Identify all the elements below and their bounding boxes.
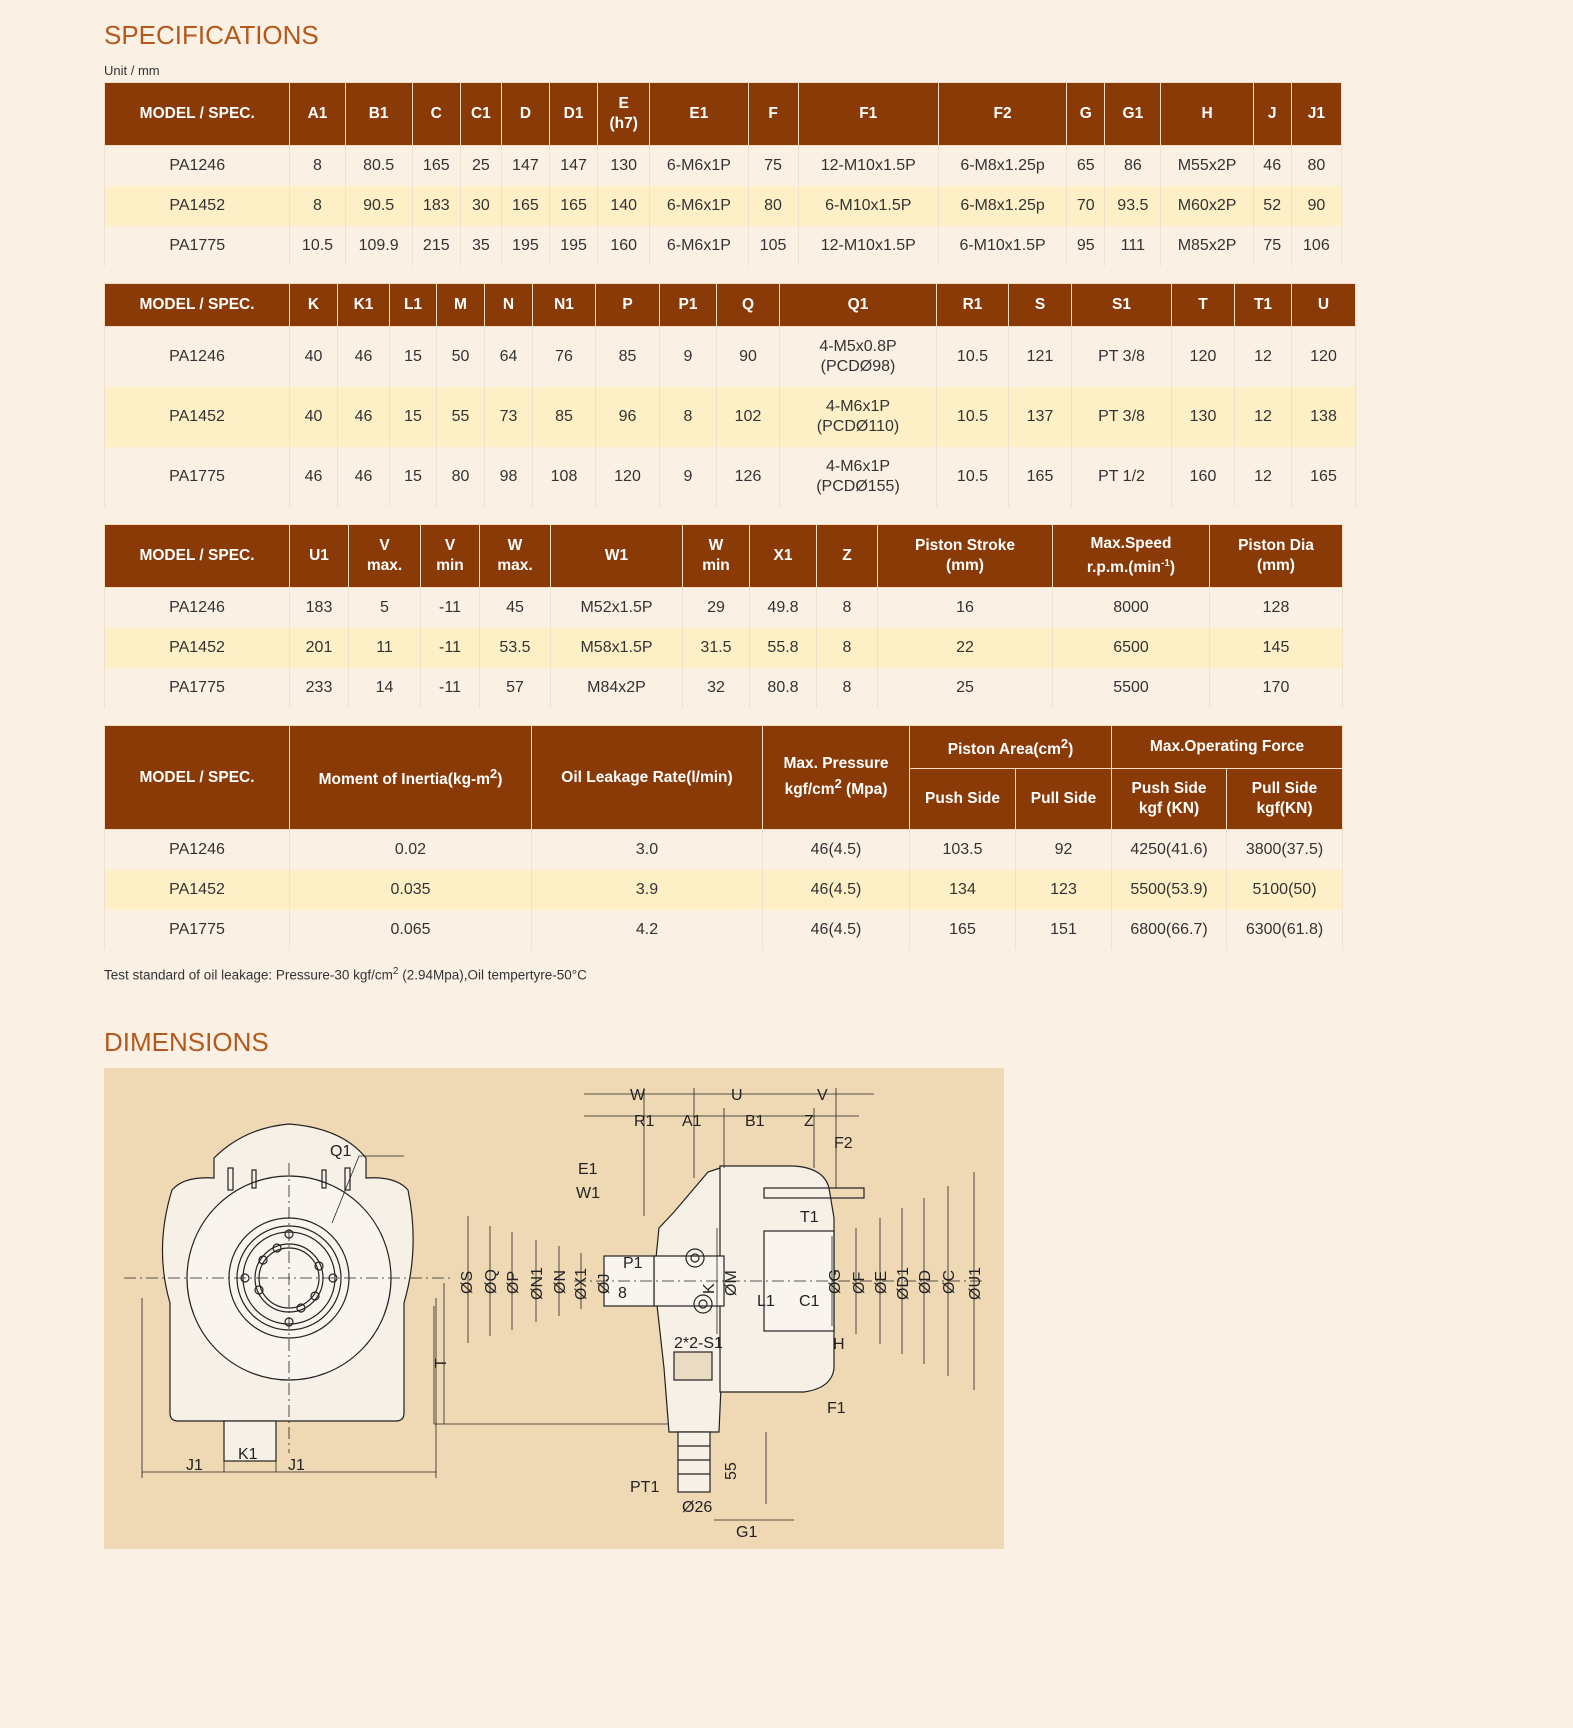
table3-header-0: MODEL / SPEC. [105,525,290,588]
label-pt1: PT1 [630,1479,660,1496]
table-cell: 5500 [1053,668,1210,708]
table-cell: 85 [533,387,596,447]
table-cell: 160 [598,226,650,266]
table3-header-2: V max. [349,525,421,588]
t4-area-header: Piston $Area(cm^2)$ [910,726,1112,769]
side-view [434,1088,984,1520]
table-cell: 138 [1292,387,1356,447]
table-cell: 111 [1105,226,1161,266]
label-f2: F2 [834,1135,853,1152]
spec-table-4-body [105,830,1343,951]
table-cell: 165 [1009,447,1072,507]
t4-pull-side-kgf-header: Pull Side kgf(KN) [1227,769,1343,830]
table-cell: PA1775 [105,910,290,950]
table-cell: 12-M10x1.5P [798,226,938,266]
dimensions-drawing [104,1068,1004,1549]
table-cell: 103.5 [910,830,1016,871]
table-cell: 15 [390,447,437,507]
spec-table-3 [104,524,1343,708]
table-cell: 134 [910,870,1016,910]
table-cell: 3.9 [532,870,763,910]
table-cell: 80.8 [750,668,817,708]
label-z: Z [804,1113,814,1130]
table-cell: 46(4.5) [763,870,910,910]
table1-header-9: F [748,83,798,146]
label-j1-left: J1 [186,1457,203,1474]
table-cell: 40 [290,327,338,388]
table-cell: 85 [596,327,660,388]
label-x1: ØX1 [573,1267,590,1300]
table-cell: 8 [660,387,717,447]
table-cell: PT 3/8 [1072,387,1172,447]
table2-header-11: R1 [937,284,1009,327]
table-cell: 6-M10x1.5P [798,186,938,226]
label-m: ØM [723,1270,740,1296]
label-c1: C1 [799,1293,820,1310]
table-row [105,186,1342,226]
spec-table-1-header [105,83,1342,146]
table2-header-10: Q1 [780,284,937,327]
table-cell: 140 [598,186,650,226]
label-f: ØF [851,1271,868,1294]
table-cell: 6-M6x1P [650,146,748,187]
table-cell: 46 [338,327,390,388]
label-v: V [817,1087,828,1104]
table-cell: 8 [290,186,345,226]
table2-header-5: N [485,284,533,327]
table-cell: 12 [1235,327,1292,388]
label-k: K [701,1283,718,1294]
table3-header-11: Piston Dia (mm) [1210,525,1343,588]
table-cell: 0.065 [290,910,532,950]
table-cell: 4-M6x1P (PCDØ110) [780,387,937,447]
table-cell: 12 [1235,447,1292,507]
table-cell: 145 [1210,628,1343,668]
table-cell: 55 [437,387,485,447]
table3-header-5: W1 [551,525,683,588]
table-cell: PA1246 [105,588,290,629]
table-cell: 165 [1292,447,1356,507]
table-cell: 6-M8x1.25p [938,186,1066,226]
table-cell: PA1452 [105,628,290,668]
table-row [105,830,1343,871]
table-row [105,327,1356,388]
table-row [105,447,1356,507]
table2-header-3: L1 [390,284,437,327]
spec-table-1 [104,82,1342,266]
table-cell: 8 [817,668,878,708]
table-cell: 80 [748,186,798,226]
table-cell: 120 [1292,327,1356,388]
table-cell: 46 [1253,146,1291,187]
table-cell: PA1775 [105,226,290,266]
table-cell: 53.5 [480,628,551,668]
table-cell: 10.5 [937,387,1009,447]
label-g: ØG [827,1269,844,1294]
table-cell: 8 [817,588,878,629]
t4-leakage-header: Oil Leakage Rate(l/min) [532,726,763,830]
table-cell: 151 [1016,910,1112,950]
table-cell: 130 [598,146,650,187]
label-t1: T1 [800,1209,819,1226]
label-f1: F1 [827,1400,846,1417]
table2-header-9: Q [717,284,780,327]
table2-header-2: K1 [338,284,390,327]
table-cell: 0.02 [290,830,532,871]
table-cell: 46(4.5) [763,910,910,950]
table-cell: -11 [421,588,480,629]
table-cell: 46 [338,387,390,447]
table-cell: 8000 [1053,588,1210,629]
label-t: T [433,1358,450,1368]
label-n1: ØN1 [529,1267,546,1300]
table3-header-9: Piston Stroke (mm) [878,525,1053,588]
table-cell: 80 [1291,146,1341,187]
dimension-drawing-svg [104,1068,1004,1549]
table-cell: 55.8 [750,628,817,668]
table-row [105,910,1343,950]
table2-header-15: T1 [1235,284,1292,327]
table-cell: 93.5 [1105,186,1161,226]
table-cell: 75 [1253,226,1291,266]
table2-header-6: N1 [533,284,596,327]
label-l1: L1 [757,1293,775,1310]
table-cell: 165 [550,186,598,226]
table-cell: 25 [460,146,501,187]
table3-header-4: W max. [480,525,551,588]
label-j1-right: J1 [288,1457,305,1474]
table-cell: 105 [748,226,798,266]
label-s1: 2*2-S1 [674,1335,723,1352]
table-cell: 90 [1291,186,1341,226]
table-cell: PA1452 [105,870,290,910]
table-cell: 165 [910,910,1016,950]
table-row [105,628,1343,668]
table-cell: PA1775 [105,668,290,708]
table-cell: 123 [1016,870,1112,910]
table-cell: 183 [412,186,460,226]
table-cell: 8 [290,146,345,187]
table-cell: 6300(61.8) [1227,910,1343,950]
table-cell: 75 [748,146,798,187]
label-u: U [731,1087,743,1104]
table-cell: 98 [485,447,533,507]
table-cell: 46 [338,447,390,507]
table-cell: 11 [349,628,421,668]
table1-header-7: E (h7) [598,83,650,146]
table1-header-4: C1 [460,83,501,146]
t4-push-side-kgf-header: Push Side kgf (KN) [1112,769,1227,830]
table-cell: 52 [1253,186,1291,226]
table-cell: 108 [533,447,596,507]
label-g1: G1 [736,1524,758,1541]
table-cell: 215 [412,226,460,266]
table-cell: 65 [1067,146,1105,187]
table-cell: -11 [421,628,480,668]
table-cell: 195 [550,226,598,266]
table1-header-6: D1 [550,83,598,146]
table2-header-8: P1 [660,284,717,327]
table3-header-8: Z [817,525,878,588]
t4-model-header: MODEL / SPEC. [105,726,290,830]
table-cell: 102 [717,387,780,447]
unit-label: Unit / mm [104,63,160,78]
dimensions-title: DIMENSIONS [104,1027,269,1057]
table-cell: 10.5 [290,226,345,266]
table-cell: PA1246 [105,327,290,388]
label-q1: Q1 [330,1143,352,1160]
leakage-test-note: Test standard of oil leakage: Pressure-30 kgf/$cm^2$ (2.94Mpa),Oil tempertyre-50°C [104,966,587,983]
table-cell: 6500 [1053,628,1210,668]
table-cell: PA1452 [105,387,290,447]
table-cell: 3800(37.5) [1227,830,1343,871]
table-cell: 9 [660,327,717,388]
label-eight: 8 [618,1285,627,1302]
table-cell: 12 [1235,387,1292,447]
table-cell: 4250(41.6) [1112,830,1227,871]
table-row [105,146,1342,187]
table-cell: 4-M6x1P (PCDØ155) [780,447,937,507]
table-cell: M60x2P [1161,186,1253,226]
label-q: ØQ [483,1269,500,1294]
table-cell: 120 [596,447,660,507]
table-cell: -11 [421,668,480,708]
table-cell: PA1246 [105,146,290,187]
label-a1: A1 [682,1113,702,1130]
table1-header-11: F2 [938,83,1066,146]
table-cell: 96 [596,387,660,447]
table-cell: 160 [1172,447,1235,507]
table2-header-1: K [290,284,338,327]
table-cell: 25 [878,668,1053,708]
label-d1: ØD1 [895,1267,912,1300]
table-row [105,668,1343,708]
label-c: ØC [941,1270,958,1294]
label-p: ØP [505,1270,522,1294]
table-cell: 45 [480,588,551,629]
t4-force-header: Max.Operating Force [1112,726,1343,769]
spec-table-3-body [105,588,1343,709]
table2-header-13: S1 [1072,284,1172,327]
table-cell: 6-M6x1P [650,226,748,266]
table-cell: 165 [501,186,549,226]
table-cell: PT 1/2 [1072,447,1172,507]
table-cell: 46 [290,447,338,507]
table-cell: 183 [290,588,349,629]
table-cell: 16 [878,588,1053,629]
table-cell: 233 [290,668,349,708]
table-cell: M55x2P [1161,146,1253,187]
specifications-title: SPECIFICATIONS [104,20,319,50]
table-cell: 6-M8x1.25p [938,146,1066,187]
table-cell: 130 [1172,387,1235,447]
table-cell: 6-M6x1P [650,186,748,226]
label-k1: K1 [238,1446,258,1463]
table-cell: 64 [485,327,533,388]
label-j: ØJ [596,1273,613,1294]
table2-header-16: U [1292,284,1356,327]
label-d: ØD [917,1270,934,1294]
table-cell: 57 [480,668,551,708]
table-cell: M58x1.5P [551,628,683,668]
label-s: ØS [459,1270,476,1294]
table-cell: 86 [1105,146,1161,187]
spec-table-3-header [105,525,1343,588]
table-row [105,226,1342,266]
table-cell: 126 [717,447,780,507]
table2-header-0: MODEL / SPEC. [105,284,290,327]
table-cell: PA1246 [105,830,290,871]
table-cell: 12-M10x1.5P [798,146,938,187]
label-h: H [833,1336,845,1353]
table1-header-3: C [412,83,460,146]
table-cell: 10.5 [937,447,1009,507]
table3-header-3: V min [421,525,480,588]
table-cell: 50 [437,327,485,388]
table-cell: 195 [501,226,549,266]
label-e1: E1 [578,1161,598,1178]
table1-header-5: D [501,83,549,146]
label-r1: R1 [634,1113,655,1130]
table-cell: 29 [683,588,750,629]
table-cell: 0.035 [290,870,532,910]
table-cell: 106 [1291,226,1341,266]
table-cell: 147 [550,146,598,187]
t4-push-side-header: Push Side [910,769,1016,830]
table1-header-8: E1 [650,83,748,146]
table-cell: 90 [717,327,780,388]
table-cell: 5500(53.9) [1112,870,1227,910]
table-cell: 15 [390,327,437,388]
table-cell: 5100(50) [1227,870,1343,910]
table-cell: 109.9 [345,226,412,266]
table-cell: 137 [1009,387,1072,447]
label-w1: W1 [576,1185,600,1202]
label-u1: ØU1 [967,1267,984,1300]
t4-pressure-header: Max. Pressure kgf/$cm^2$ (Mpa) [763,726,910,830]
table-cell: 90.5 [345,186,412,226]
table-cell: 170 [1210,668,1343,708]
table2-header-12: S [1009,284,1072,327]
table-cell: 35 [460,226,501,266]
table2-header-14: T [1172,284,1235,327]
t4-pull-side-header: Pull Side [1016,769,1112,830]
table-cell: 6-M10x1.5P [938,226,1066,266]
table-cell: PT 3/8 [1072,327,1172,388]
table1-header-13: G1 [1105,83,1161,146]
table3-header-7: X1 [750,525,817,588]
table1-header-1: A1 [290,83,345,146]
table-cell: 4-M5x0.8P (PCDØ98) [780,327,937,388]
table-cell: 128 [1210,588,1343,629]
label-26: Ø26 [682,1499,713,1516]
table-cell: M52x1.5P [551,588,683,629]
table1-header-10: F1 [798,83,938,146]
table-cell: 120 [1172,327,1235,388]
table-cell: 9 [660,447,717,507]
label-p1: P1 [623,1255,643,1272]
table-cell: 14 [349,668,421,708]
label-w: W [630,1087,646,1104]
table-cell: 3.0 [532,830,763,871]
table2-header-7: P [596,284,660,327]
table-cell: M84x2P [551,668,683,708]
table-cell: 92 [1016,830,1112,871]
table-cell: 32 [683,668,750,708]
label-e: ØE [873,1270,890,1294]
spec-table-4 [104,725,1343,950]
table-cell: 165 [412,146,460,187]
spec-table-2-body [105,327,1356,508]
label-55: 55 [723,1462,740,1480]
table-cell: 8 [817,628,878,668]
table2-header-4: M [437,284,485,327]
table1-header-14: H [1161,83,1253,146]
table-cell: 95 [1067,226,1105,266]
table-cell: 5 [349,588,421,629]
table-cell: 80.5 [345,146,412,187]
table-row [105,870,1343,910]
table-cell: 10.5 [937,327,1009,388]
table-cell: M85x2P [1161,226,1253,266]
spec-table-1-body [105,146,1342,267]
table3-header-10: Max.Speed $r.p.m.(\min^{-1})$ [1053,525,1210,588]
table-row [105,588,1343,629]
table1-header-12: G [1067,83,1105,146]
table-cell: 15 [390,387,437,447]
table-cell: 49.8 [750,588,817,629]
spec-table-2-header [105,284,1356,327]
table-cell: 30 [460,186,501,226]
table-cell: PA1452 [105,186,290,226]
table1-header-16: J1 [1291,83,1341,146]
table-cell: 73 [485,387,533,447]
table-cell: 46(4.5) [763,830,910,871]
table-cell: 40 [290,387,338,447]
table3-header-1: U1 [290,525,349,588]
front-view [124,1124,454,1478]
table1-header-2: B1 [345,83,412,146]
table1-header-15: J [1253,83,1291,146]
table3-header-6: W min [683,525,750,588]
table-cell: 31.5 [683,628,750,668]
table-cell: 121 [1009,327,1072,388]
table-cell: 4.2 [532,910,763,950]
table-cell: 147 [501,146,549,187]
label-b1: B1 [745,1113,765,1130]
table-cell: PA1775 [105,447,290,507]
table-cell: 70 [1067,186,1105,226]
table-cell: 80 [437,447,485,507]
table-cell: 22 [878,628,1053,668]
table-cell: 76 [533,327,596,388]
t4-inertia-header: Moment of $Inertia(kg-m^2)$ [290,726,532,830]
table-cell: 6800(66.7) [1112,910,1227,950]
table-row [105,387,1356,447]
label-n: ØN [552,1270,569,1294]
table-cell: 201 [290,628,349,668]
spec-table-2 [104,283,1356,507]
table1-header-0: MODEL / SPEC. [105,83,290,146]
